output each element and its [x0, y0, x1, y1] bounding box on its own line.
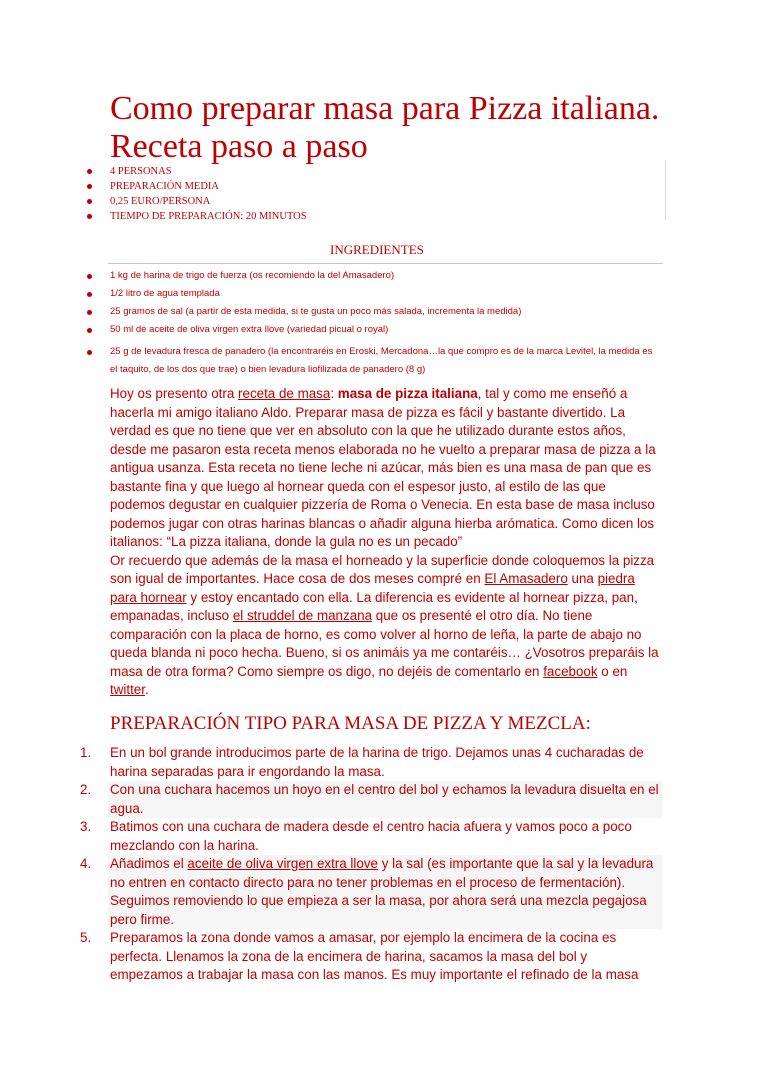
- intro-text: , tal y como me enseñó a hacerla mi amigo italiano Aldo. Preparar masa de pizza es fácil y bastante divertido. La verdad es que no tiene que ver en absoluto con la que he utilizado durante estos años, desde me pasaron esta receta menos elaborada no he vuelto a preparar masa de pizza a la antigua usanza. Esta receta no tiene leche ni azúcar, más bien es una masa de pan que es bastante fina y que luego al hornear queda con el espesor justo, al estilo de las que podemos degustar en cualquier pizzería de Roma o Venecia. En esta base de masa incluso podemos jugar con otras harinas blancas o añadir alguna hierba arómatica. Como dicen los italianos: “La pizza italiana, donde la gula no es un pecado”: [110, 386, 656, 549]
- step-item: [0, 818, 662, 855]
- amasadero-link[interactable]: El Amasadero: [484, 571, 568, 586]
- recipe-link[interactable]: receta de masa: [238, 386, 331, 401]
- step-text: Batimos con una cuchara de madera desde el centro hacia afuera y vamos poco a poco mezclando con la harina.: [110, 819, 632, 853]
- ingredient-item: [0, 267, 660, 285]
- vertical-divider: [665, 160, 666, 220]
- meta-item: [0, 194, 307, 209]
- ingredient-text: 25 g de levadura fresca de panadero (la encontraréis en Eroski, Mercadona…la que compro es de la marca Levitel, la medida es el taquito, de los dos que trae) o bien levadura liofilizada de panadero (8 g): [110, 346, 653, 375]
- step-number: 3.: [80, 819, 92, 834]
- ingredient-text: 1 kg de harina de trigo de fuerza (os recomiendo la del Amasadero): [110, 270, 395, 281]
- bullet-icon: [87, 328, 92, 333]
- intro-text: Hoy os presento otra: [110, 386, 239, 401]
- ingredient-item: [0, 321, 660, 339]
- bullet-icon: [87, 274, 92, 279]
- intro-text: una: [567, 571, 598, 586]
- step-text: y la sal (es importante que la sal y la levadura no entren en contacto directo para no tener problemas en el proceso de fermentación). Seguimos removiendo lo que empieza a ser la masa, por ahora será una mezcla pegajosa pero firme.: [110, 856, 654, 927]
- step-text: Con una cuchara hacemos un hoyo en el centro del bol y echamos la levadura disuelta en el agua.: [110, 782, 659, 816]
- bullet-icon: [87, 184, 92, 189]
- meta-item: [0, 164, 307, 179]
- facebook-link[interactable]: facebook: [543, 663, 598, 679]
- strudel-link[interactable]: el struddel de manzana: [232, 608, 373, 623]
- twitter-link[interactable]: twitter: [110, 682, 145, 697]
- step-number: 2.: [80, 782, 92, 797]
- step-text: En un bol grande introducimos parte de la harina de trigo. Dejamos unas 4 cucharadas de harina separadas para ir engordando la masa.: [110, 745, 644, 779]
- bullet-icon: [87, 310, 92, 315]
- meta-item: [0, 209, 307, 224]
- step-text: Preparamos la zona donde vamos a amasar, por ejemplo la encimera de la cocina es perfecta. Llenamos la zona de la encimera de harina, sacamos la masa del bol y empezamos a trabajar la masa con las manos. Es muy importante el refinado de la masa: [110, 930, 639, 982]
- ingredient-item: [0, 285, 660, 303]
- meta-text: 4 PERSONAS: [110, 166, 172, 177]
- intro-paragraph: [110, 385, 662, 700]
- step-item: [0, 929, 662, 985]
- ingredient-text: 50 ml de aceite de oliva virgen extra llove (variedad picual o royal): [110, 324, 389, 335]
- step-number: 5.: [80, 930, 92, 945]
- meta-item: [0, 179, 307, 194]
- ingredient-text: 1/2 litro de agua templada: [110, 288, 220, 299]
- meta-text: PREPARACIÓN MEDIA: [110, 181, 220, 192]
- intro-text: que os presenté el otro día. No tiene comparación con la placa de horno, es como volver al horno de leña, la parte de abajo no queda blanda ni poco hecha. Bueno, si os animáis ya me contaréis… ¿Vosotros preparáis la masa de otra forma? Como siempre os digo, no dejéis de comentarlo en: [110, 608, 659, 679]
- baking-stone-link[interactable]: piedra para hornear: [110, 571, 635, 605]
- step-item: [0, 744, 662, 781]
- bullet-icon: [87, 169, 92, 174]
- preparation-heading: PREPARACIÓN TIPO PARA MASA DE PIZZA Y MEZCLA:: [110, 713, 591, 734]
- meta-text: TIEMPO DE PREPARACIÓN: 20 MINUTOS: [110, 211, 307, 222]
- olive-oil-link[interactable]: aceite de oliva virgen extra llove: [187, 856, 378, 871]
- intro-text: y estoy encantado con ella. La diferencia es evidente al hornear pizza, pan, empanadas, incluso: [110, 589, 638, 623]
- steps-list: [0, 744, 768, 985]
- intro-text: o en: [597, 663, 628, 679]
- intro-text: Or recuerdo que además de la masa el horneado y la superficie donde coloquemos la pizza son igual de importantes. Hace cosa de dos meses compré en: [110, 552, 655, 586]
- bullet-icon: [87, 350, 92, 355]
- meta-text: 0,25 EURO/PERSONA: [110, 196, 211, 207]
- step-number: 1.: [80, 745, 92, 760]
- ingredients-list: [0, 267, 768, 379]
- ingredients-heading: INGREDIENTES: [330, 242, 424, 257]
- intro-text: .: [144, 682, 149, 697]
- intro-text: :: [330, 386, 338, 401]
- bullet-icon: [87, 199, 92, 204]
- step-text: Añadimos el: [110, 856, 188, 871]
- ingredient-text: 25 gramos de sal (a partir de esta medida, si te gusta un poco más salada, incrementa la medida): [110, 306, 522, 317]
- ingredient-item: [0, 303, 660, 321]
- intro-bold: masa de pizza italiana: [337, 386, 478, 401]
- ingredient-item: [0, 343, 660, 379]
- recipe-meta-list: [0, 164, 307, 224]
- step-number: 4.: [80, 856, 92, 871]
- bullet-icon: [87, 214, 92, 219]
- ingredients-divider: [108, 263, 663, 264]
- step-item: [0, 781, 662, 818]
- step-item: [0, 855, 662, 929]
- page-title: Como preparar masa para Pizza italiana. Receta paso a paso: [110, 90, 660, 165]
- bullet-icon: [87, 292, 92, 297]
